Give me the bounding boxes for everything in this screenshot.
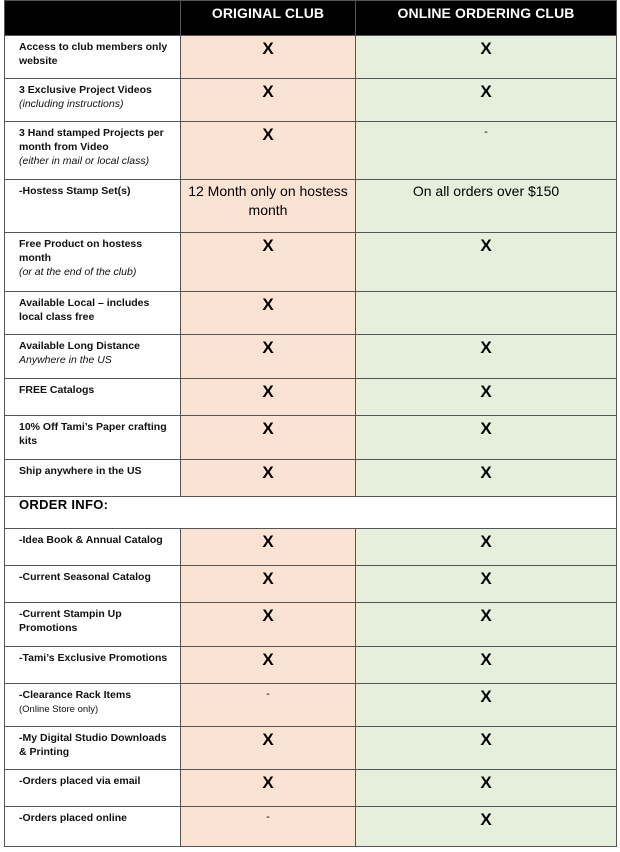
empty-mark [356, 292, 616, 296]
x-mark: X [480, 236, 492, 255]
x-mark: X [480, 810, 492, 829]
original-club-cell [181, 460, 356, 497]
x-mark: X [480, 569, 492, 588]
dash-mark: - [266, 688, 270, 700]
x-mark: X [480, 730, 492, 749]
x-mark: X [480, 650, 492, 669]
feature-title: Access to club members only website [19, 41, 168, 67]
feature-cell [5, 460, 181, 497]
feature-title: -Clearance Rack Items [19, 689, 132, 701]
x-mark: X [262, 125, 274, 144]
table-row [5, 684, 617, 727]
online-club-cell [356, 684, 617, 727]
feature-title: Free Product on hostess month [19, 238, 143, 264]
header-online-label: ONLINE ORDERING CLUB [397, 5, 575, 21]
feature-title: 10% Off Tami’s Paper crafting kits [19, 421, 167, 447]
online-club-cell [356, 727, 617, 770]
feature-title: 3 Hand stamped Projects per month from Video [19, 127, 164, 153]
table-row [5, 379, 617, 416]
online-club-cell [356, 122, 617, 180]
table-row [5, 603, 617, 647]
online-club-cell [356, 807, 617, 847]
original-club-cell [181, 566, 356, 603]
table-row [5, 647, 617, 684]
x-mark: X [262, 419, 274, 438]
online-club-cell [356, 233, 617, 292]
x-mark: X [262, 650, 274, 669]
feature-cell [5, 233, 181, 292]
feature-title: -My Digital Studio Downloads & Printing [19, 732, 167, 758]
online-club-cell [356, 379, 617, 416]
x-mark: X [262, 39, 274, 58]
feature-cell [5, 292, 181, 335]
feature-cell [5, 416, 181, 460]
feature-note: (Online Store only) [19, 704, 99, 715]
online-club-cell [356, 647, 617, 684]
table-row [5, 807, 617, 847]
dash-mark: - [266, 811, 270, 823]
header-original-club [181, 1, 356, 36]
header-online-club [356, 1, 617, 36]
original-club-cell [181, 807, 356, 847]
table-row [5, 566, 617, 603]
original-club-cell [181, 647, 356, 684]
original-club-cell [181, 180, 356, 233]
hostess-original-text: 12 Month only on hostess month [188, 183, 348, 218]
feature-title: -Hostess Stamp Set(s) [19, 185, 131, 197]
online-club-cell [356, 770, 617, 807]
x-mark: X [480, 338, 492, 357]
original-club-cell [181, 379, 356, 416]
hostess-online-text: On all orders over $150 [412, 183, 560, 199]
original-club-cell [181, 36, 356, 79]
feature-title: -Current Stampin Up Promotions [19, 608, 122, 634]
online-club-cell [356, 79, 617, 122]
original-club-cell [181, 122, 356, 180]
original-club-cell [181, 233, 356, 292]
online-club-cell [356, 180, 617, 233]
feature-cell [5, 807, 181, 847]
feature-note: Anywhere in the US [19, 354, 112, 366]
feature-cell [5, 36, 181, 79]
x-mark: X [262, 773, 274, 792]
feature-title: -Tami’s Exclusive Promotions [19, 652, 168, 664]
table-row [5, 529, 617, 566]
order-info-section-row [5, 497, 617, 529]
x-mark: X [480, 382, 492, 401]
original-club-cell [181, 79, 356, 122]
table-row [5, 727, 617, 770]
x-mark: X [262, 532, 274, 551]
x-mark: X [262, 569, 274, 588]
original-club-cell [181, 292, 356, 335]
feature-cell [5, 180, 181, 233]
x-mark: X [262, 236, 274, 255]
table-row [5, 180, 617, 233]
original-club-cell [181, 529, 356, 566]
online-club-cell [356, 603, 617, 647]
feature-note: (including instructions) [19, 98, 124, 110]
online-club-cell [356, 416, 617, 460]
x-mark: X [262, 463, 274, 482]
original-club-cell [181, 603, 356, 647]
online-club-cell [356, 460, 617, 497]
feature-cell [5, 379, 181, 416]
table-row [5, 36, 617, 79]
x-mark: X [262, 295, 274, 314]
x-mark: X [480, 606, 492, 625]
feature-cell [5, 647, 181, 684]
feature-cell [5, 603, 181, 647]
online-club-cell [356, 529, 617, 566]
feature-title: FREE Catalogs [19, 384, 95, 396]
table-row [5, 416, 617, 460]
feature-title: 3 Exclusive Project Videos [19, 84, 152, 96]
x-mark: X [480, 82, 492, 101]
feature-title: Ship anywhere in the US [19, 465, 142, 477]
feature-cell [5, 770, 181, 807]
feature-note: (or at the end of the club) [19, 266, 137, 278]
table-row [5, 460, 617, 497]
header-original-label: ORIGINAL CLUB [211, 5, 325, 21]
x-mark: X [262, 338, 274, 357]
original-club-cell [181, 770, 356, 807]
header-blank-cell [5, 1, 181, 36]
feature-cell [5, 529, 181, 566]
original-club-cell [181, 727, 356, 770]
x-mark: X [262, 382, 274, 401]
x-mark: X [480, 463, 492, 482]
table-row [5, 770, 617, 807]
online-club-cell [356, 292, 617, 335]
x-mark: X [480, 39, 492, 58]
feature-title: -Idea Book & Annual Catalog [19, 534, 163, 546]
original-club-cell [181, 416, 356, 460]
table-row [5, 122, 617, 180]
feature-note: (either in mail or local class) [19, 155, 150, 167]
online-club-cell [356, 36, 617, 79]
table-row [5, 292, 617, 335]
feature-title: -Orders placed online [19, 812, 127, 824]
original-club-cell [181, 335, 356, 379]
order-info-heading: ORDER INFO: [5, 497, 617, 529]
table-row [5, 233, 617, 292]
x-mark: X [480, 687, 492, 706]
x-mark: X [480, 532, 492, 551]
feature-cell [5, 335, 181, 379]
original-club-cell [181, 684, 356, 727]
feature-title: Available Long Distance [19, 340, 140, 352]
online-club-cell [356, 566, 617, 603]
feature-cell [5, 79, 181, 122]
x-mark: X [480, 419, 492, 438]
header-row [5, 1, 617, 36]
feature-cell [5, 684, 181, 727]
feature-cell [5, 727, 181, 770]
club-comparison-table [4, 0, 617, 847]
x-mark: X [262, 730, 274, 749]
feature-title: -Current Seasonal Catalog [19, 571, 151, 583]
table-row [5, 335, 617, 379]
feature-cell [5, 122, 181, 180]
x-mark: X [262, 82, 274, 101]
dash-mark: - [484, 126, 488, 138]
feature-cell [5, 566, 181, 603]
feature-title: -Orders placed via email [19, 775, 141, 787]
online-club-cell [356, 335, 617, 379]
table-row [5, 79, 617, 122]
feature-title: Available Local – includes local class free [19, 297, 150, 323]
x-mark: X [480, 773, 492, 792]
x-mark: X [262, 606, 274, 625]
